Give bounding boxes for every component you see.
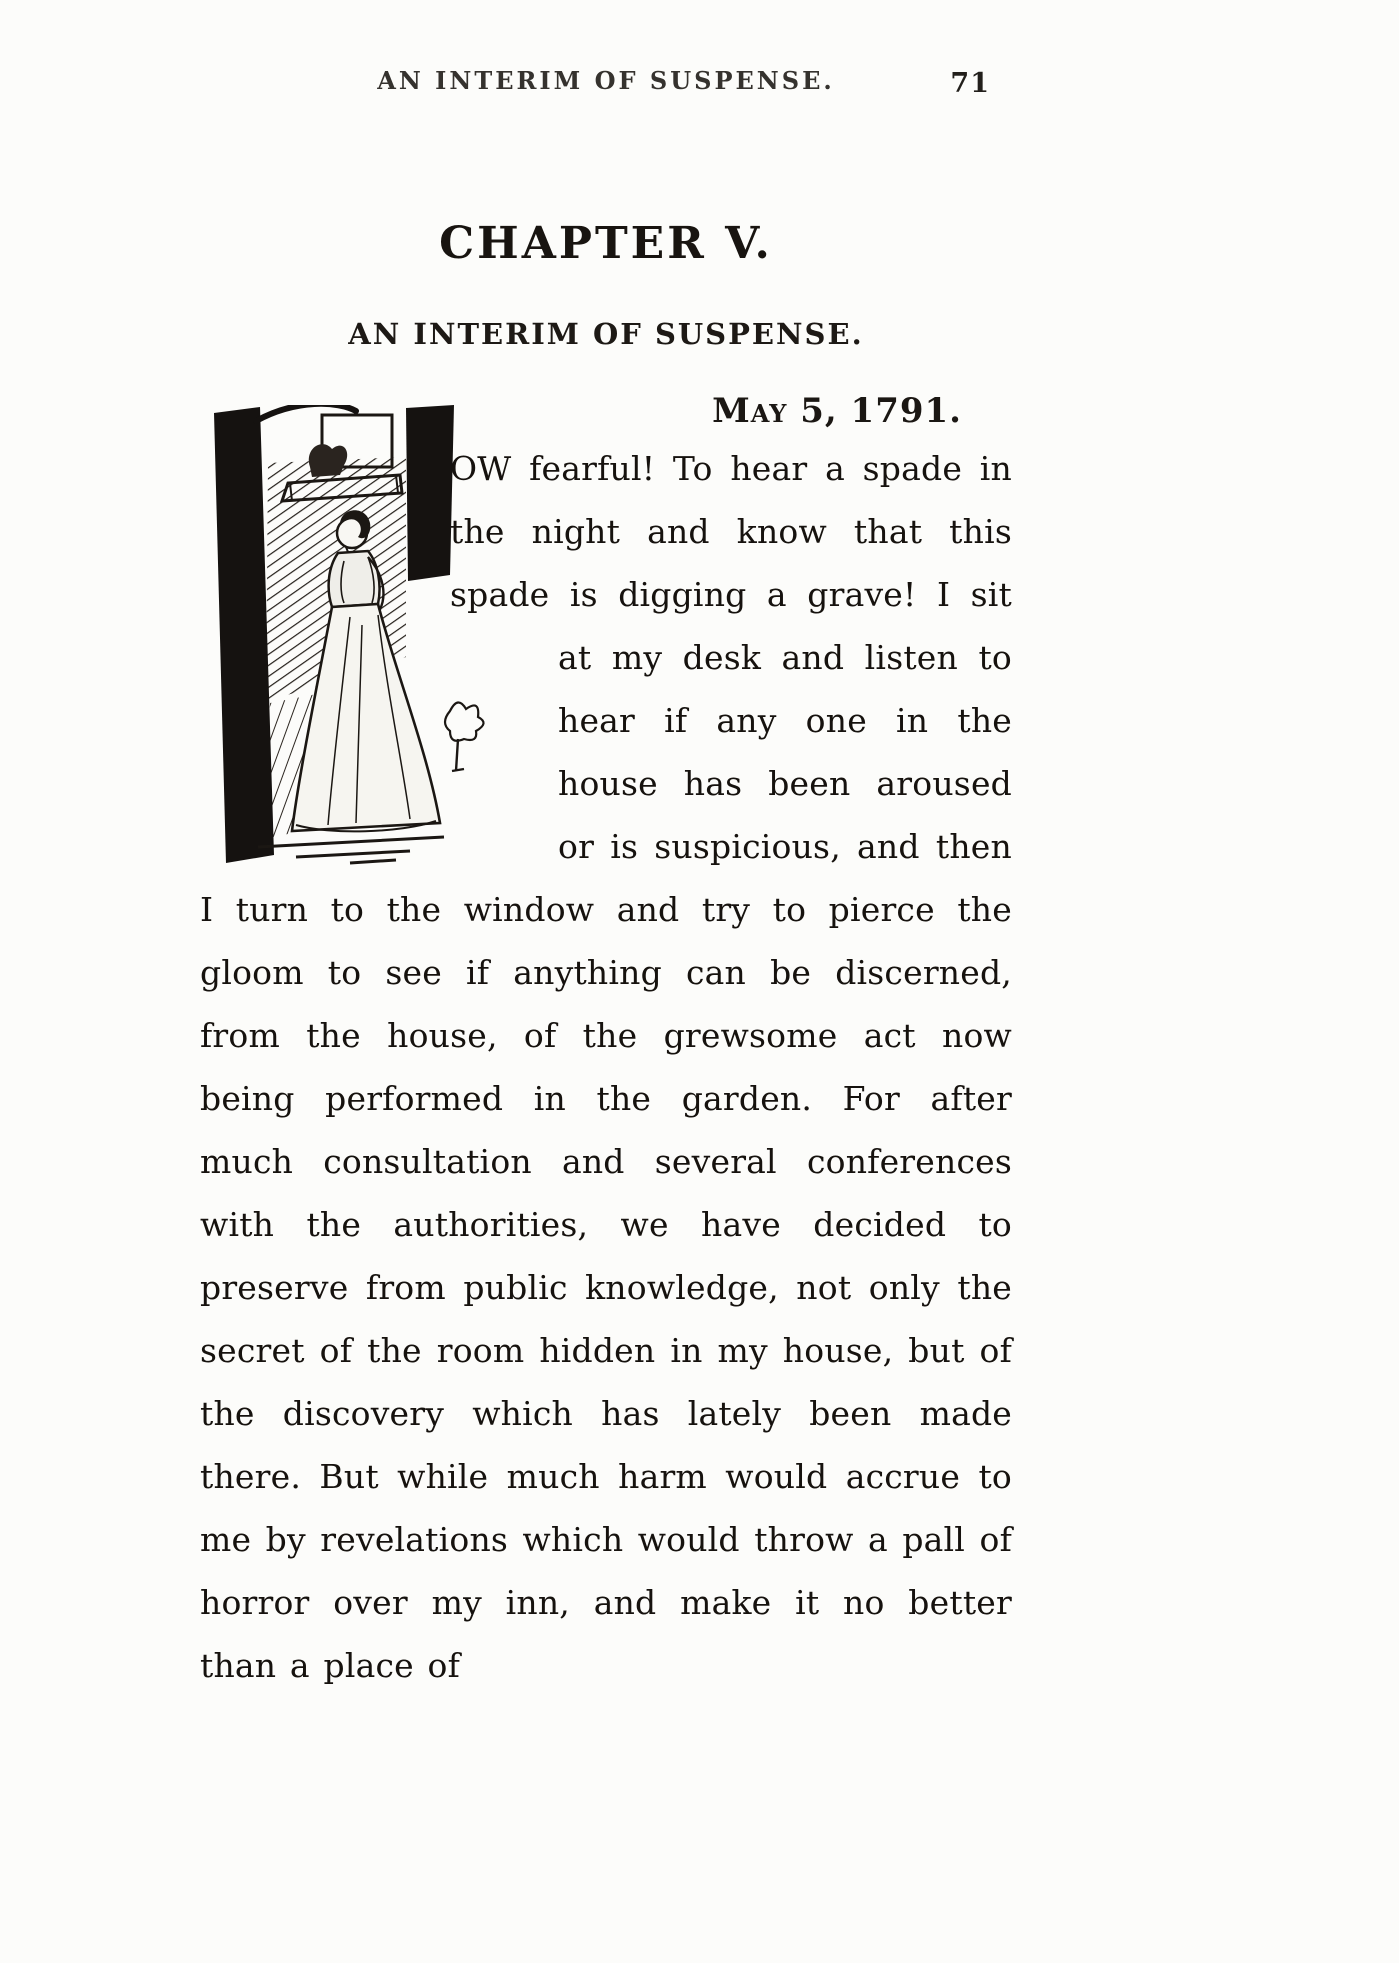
page-content <box>200 0 1012 1697</box>
body-paragraph <box>200 437 1012 1697</box>
running-header <box>200 66 1012 100</box>
chapter-subtitle: AN INTERIM OF SUSPENSE. <box>348 317 864 351</box>
chapter-heading: CHAPTER V. <box>439 218 773 269</box>
date-line: May 5, 1791. <box>712 391 962 431</box>
running-header-title: AN INTERIM OF SUSPENSE. <box>377 66 835 95</box>
page-number: 71 <box>950 68 990 99</box>
body-paragraph-text: OW fearful! To hear a spade in the night and know that this spade is digging a grave! I sit at my desk and listen to hear if any one in the house has been aroused or is suspicious, and then I turn to the window and try to pierce the gloom to see if anything can be discerned, from the house, of the grewsome act now being performed in the garden. For after much consultation and several conferences with the authorities, we have decided to preserve from public knowledge, not only the secret of the room hidden in my house, but of the discovery which has lately been made there. But while much harm would accrue to me by revelations which would throw a pall of horror over my inn, and make it no better than a place of <box>200 449 1012 1685</box>
